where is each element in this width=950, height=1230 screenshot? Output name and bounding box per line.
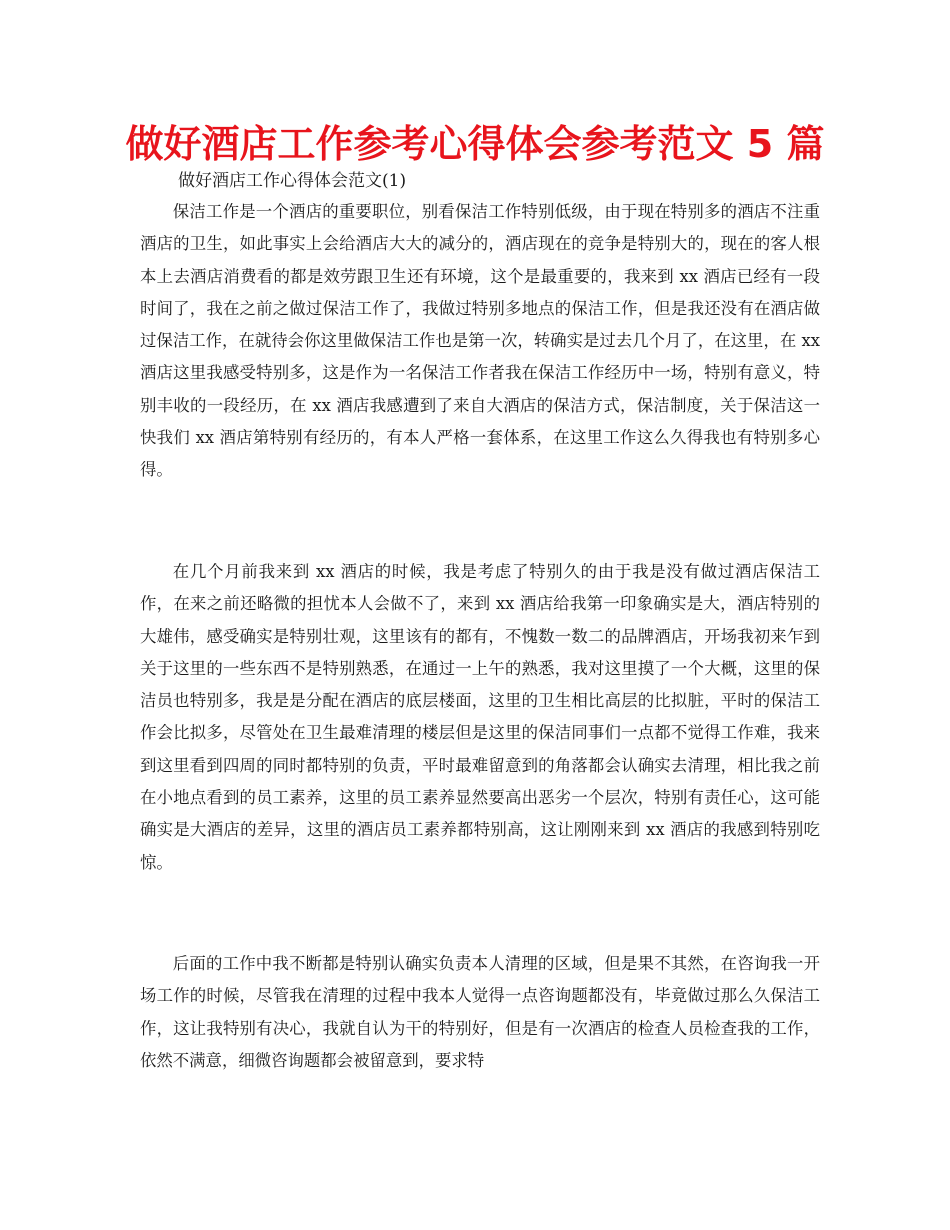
paragraph-1: 保洁工作是一个酒店的重要职位，别看保洁工作特别低级，由于现在特别多的酒店不注重酒店的卫生，如此事实上会给酒店大大的减分的，酒店现在的竞争是特别大的，现在的客人根本上去酒店消费看的都是效劳跟卫生还有环境，这个是最重要的，我来到 xx 酒店已经有一段时间了，我在之前之做过保洁工作了，我做过特别多地点的保洁工作，但是我还没有在酒店做过保洁工作，在就待会你这里做保洁工作也是第一次，转确实是过去几个月了，在这里，在 xx 酒店这里我感受特别多，这是作为一名保洁工作者我在保洁工作经历中一场，特别有意义，特别丰收的一段经历，在 xx 酒店我感遭到了来自大酒店的保洁方式，保洁制度，关于保洁这一快我们 xx 酒店第特别有经历的，有本人严格一套体系，在这里工作这么久得我也有特别多心得。 (140, 202, 820, 480)
paragraph-3: 后面的工作中我不断都是特别认确实负责本人清理的区域，但是果不其然，在咨询我一开场工作的时候，尽管我在清理的过程中我本人觉得一点咨询题都没有，毕竟做过那么久保洁工作，这让我特别有决心，我就自认为干的特别好，但是有一次酒店的检查人员检查我的工作，依然不满意，细微咨询题都会被留意到，要求特 (140, 954, 820, 1070)
document-subtitle: 做好酒店工作心得体会范文(1) (178, 171, 407, 191)
document-title: 做好酒店工作参考心得体会参考范文 5 篇 (125, 122, 825, 166)
paragraph-2: 在几个月前我来到 xx 酒店的时候，我是考虑了特别久的由于我是没有做过酒店保洁工作，在来之前还略微的担忧本人会做不了，来到 xx 酒店给我第一印象确实是大，酒店特别的大雄伟，感受确实是特别壮观，这里该有的都有，不愧数一数二的品牌酒店，开场我初来乍到关于这里的一些东西不是特别熟悉，在通过一上午的熟悉，我对这里摸了一个大概，这里的保洁员也特别多，我是是分配在酒店的底层楼面，这里的卫生相比高层的比拟脏，平时的保洁工作会比拟多，尽管处在卫生最难清理的楼层但是这里的保洁同事们一点都不觉得工作难，我来到这里看到四周的同时都特别的负责，平时最难留意到的角落都会认确实去清理，相比我之前在小地点看到的员工素养，这里的员工素养显然要高出恶劣一个层次，特别有责任心，这可能确实是大酒店的差异，这里的酒店员工素养都特别高，这让刚刚来到 xx 酒店的我感到特别吃惊。 (140, 562, 820, 872)
